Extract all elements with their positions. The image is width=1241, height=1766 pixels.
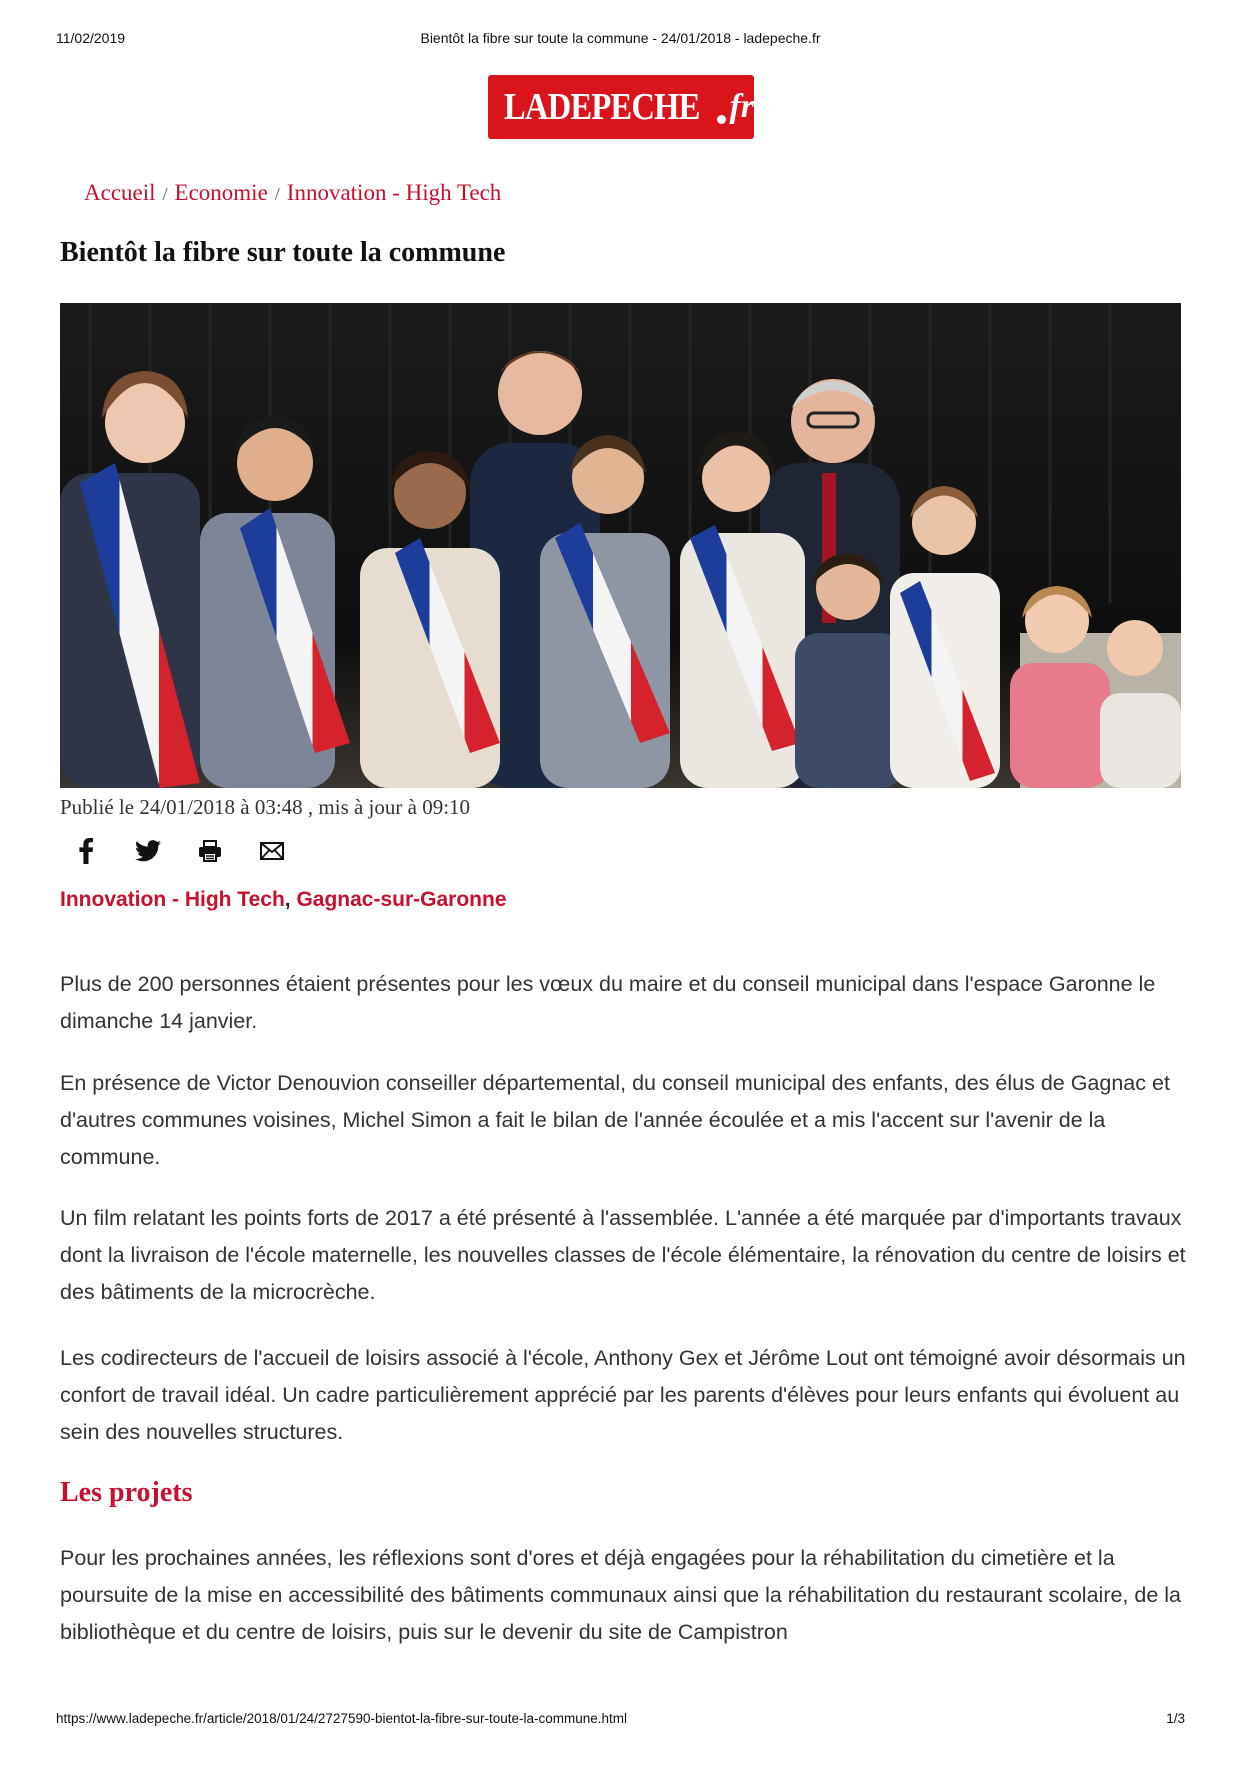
breadcrumb-separator: / bbox=[162, 184, 168, 204]
breadcrumb-accueil[interactable]: Accueil bbox=[84, 180, 156, 205]
print-icon[interactable] bbox=[196, 837, 224, 865]
article-tags bbox=[60, 888, 507, 912]
breadcrumb-separator: / bbox=[274, 184, 280, 204]
section-title-les-projets: Les projets bbox=[60, 1477, 193, 1508]
print-page-number: 1/3 bbox=[1166, 1711, 1185, 1726]
share-bar bbox=[72, 837, 286, 865]
ladepeche-logo[interactable] bbox=[488, 75, 754, 139]
logo-wordmark: LADEPECHE bbox=[503, 86, 700, 128]
article-paragraph: Les codirecteurs de l'accueil de loisirs associé à l'école, Anthony Gex et Jérôme Lout ont témoigné avoir désormais un confort de travail idéal. Un cadre particulièrement apprécié par les parents d'élèves pour leurs enfants qui évoluent au sein des nouvelles structures. bbox=[60, 1346, 1186, 1444]
print-page-title: Bientôt la fibre sur toute la commune - 24/01/2018 - ladepeche.fr bbox=[420, 30, 821, 46]
twitter-icon[interactable] bbox=[134, 837, 162, 865]
print-footer bbox=[56, 1711, 1185, 1729]
breadcrumb bbox=[84, 180, 501, 206]
article-paragraph: En présence de Victor Denouvion conseiller départemental, du conseil municipal des enfants, des élus de Gagnac et d'autres communes voisines, Michel Simon a fait le bilan de l'année écoulée et a mis l'accent sur l'avenir de la commune. bbox=[60, 1071, 1170, 1169]
publication-date: Publié le 24/01/2018 à 03:48 , mis à jour à 09:10 bbox=[60, 795, 471, 819]
breadcrumb-economie[interactable]: Economie bbox=[174, 180, 268, 205]
article-paragraph: Plus de 200 personnes étaient présentes pour les vœux du maire et du conseil municipal dans l'espace Garonne le dimanche 14 janvier. bbox=[60, 972, 1156, 1033]
breadcrumb-innovation-high-tech[interactable]: Innovation - High Tech bbox=[286, 180, 502, 205]
tag-gagnac-sur-garonne[interactable]: Gagnac-sur-Garonne bbox=[296, 888, 507, 911]
article-paragraph: Un film relatant les points forts de 2017 a été présenté à l'assemblée. L'année a été marquée par d'importants travaux dont la livraison de l'école maternelle, les nouvelles classes de l'école élémentaire, la rénovation du centre de loisirs et des bâtiments de la microcrèche. bbox=[60, 1206, 1186, 1304]
logo-tld: fr bbox=[729, 88, 754, 125]
tag-innovation-high-tech[interactable]: Innovation - High Tech bbox=[60, 888, 285, 911]
article-title: Bientôt la fibre sur toute la commune bbox=[60, 237, 506, 268]
print-header bbox=[56, 30, 1185, 50]
email-icon[interactable] bbox=[258, 837, 286, 865]
logo-dot bbox=[717, 115, 726, 124]
print-url: https://www.ladepeche.fr/article/2018/01/24/2727590-bientot-la-fibre-sur-toute-la-commune.html bbox=[56, 1711, 628, 1726]
article-photo-illustration bbox=[60, 303, 1181, 788]
print-date: 11/02/2019 bbox=[56, 30, 126, 46]
facebook-icon[interactable] bbox=[72, 837, 100, 865]
article-photo bbox=[60, 303, 1181, 788]
tag-separator: , bbox=[284, 888, 291, 911]
article-paragraph: Pour les prochaines années, les réflexions sont d'ores et déjà engagées pour la réhabilitation du cimetière et la poursuite de la mise en accessibilité des bâtiments communaux ainsi que la réhabilitation du restaurant scolaire, de la bibliothèque et du centre de loisirs, puis sur le devenir du site de Campistron bbox=[60, 1546, 1182, 1644]
